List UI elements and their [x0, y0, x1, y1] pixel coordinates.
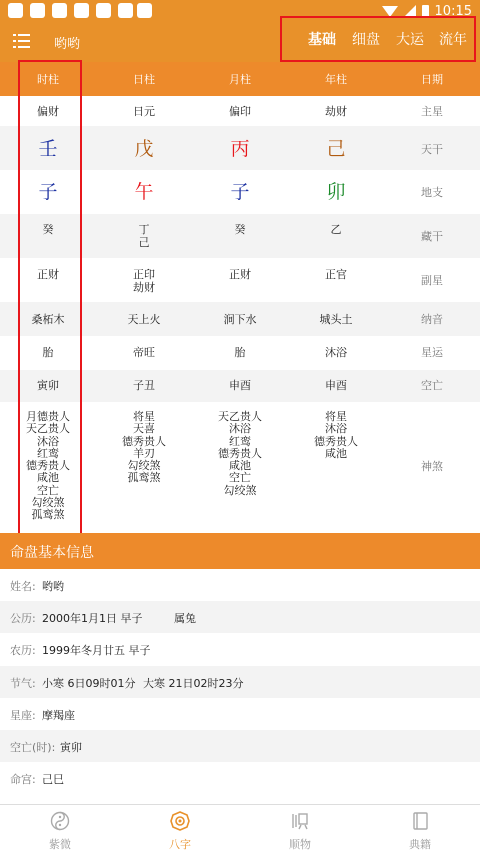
table-cell: 天上火	[127, 313, 161, 326]
header-date: 日期	[421, 73, 443, 86]
branch-char: 卯	[326, 181, 346, 203]
nav-label: 典籍	[409, 838, 431, 851]
notification-icon	[96, 3, 111, 18]
table-cell: 偏财	[37, 105, 59, 118]
table-row	[0, 336, 480, 370]
nav-ziwei[interactable]	[0, 805, 120, 855]
stem-char: 丙	[230, 138, 250, 160]
notification-icon	[118, 3, 133, 18]
info-row	[0, 762, 480, 794]
row-label: 主星	[421, 105, 443, 118]
nav-label: 紫微	[49, 838, 71, 851]
tab-bar	[280, 16, 476, 62]
stem-char: 己	[326, 138, 346, 160]
status-time: 10:15	[434, 3, 472, 19]
info-row	[0, 601, 480, 633]
table-cell: 将星 沐浴 德秀贵人 咸池	[314, 410, 358, 460]
info-key: 空亡(时):	[10, 741, 56, 754]
section-title: 命盘基本信息	[10, 545, 94, 561]
info-row	[0, 730, 480, 762]
table-cell: 桑柘木	[31, 313, 65, 326]
bagua-icon	[170, 811, 190, 831]
info-value: 小寒 6日09时01分	[42, 677, 136, 690]
header-day-pillar: 日柱	[133, 73, 155, 86]
table-cell: 沐浴	[325, 346, 347, 359]
info-value: 1999年冬月廿五 早子	[42, 644, 151, 657]
info-value: 哟哟	[42, 580, 64, 593]
table-cell: 正官	[325, 268, 347, 281]
row-label: 藏干	[421, 230, 443, 243]
header-hour-pillar: 时柱	[37, 73, 59, 86]
info-row	[0, 569, 480, 601]
info-extra: 大寒 21日02时23分	[143, 677, 244, 690]
table-row	[0, 96, 480, 126]
tab-dayun[interactable]: 大运	[396, 32, 424, 48]
table-row	[0, 170, 480, 214]
info-extra: 属兔	[174, 612, 196, 625]
table-cell: 胎	[42, 346, 54, 359]
yinyang-icon	[50, 811, 70, 831]
table-row	[0, 214, 480, 258]
info-value: 寅卯	[60, 741, 82, 754]
row-label: 天干	[421, 143, 443, 156]
table-row	[0, 258, 480, 302]
branch-char: 子	[230, 181, 250, 203]
table-row	[0, 126, 480, 170]
section-header	[0, 533, 480, 569]
nav-shunwu[interactable]	[240, 805, 360, 855]
table-cell: 城头土	[319, 313, 353, 326]
table-cell: 将星 天喜 德秀贵人 羊刃 勾绞煞 孤鸾煞	[122, 410, 166, 485]
table-cell: 胎	[234, 346, 246, 359]
row-label: 副星	[421, 274, 443, 287]
info-key: 姓名:	[10, 580, 36, 593]
table-cell: 正财	[229, 268, 251, 281]
table-header	[0, 62, 480, 96]
tab-detail[interactable]: 细盘	[352, 32, 380, 48]
info-key: 节气:	[10, 677, 36, 690]
table-cell: 天乙贵人 沐浴 红鸾 德秀贵人 咸池 空亡 勾绞煞	[218, 410, 262, 497]
info-value: 2000年1月1日 早子	[42, 612, 143, 625]
wifi-icon	[382, 6, 398, 17]
table-cell: 日元	[133, 105, 155, 118]
nav-dianji[interactable]	[360, 805, 480, 855]
notification-icon	[137, 3, 152, 18]
table-cell: 劫财	[325, 105, 347, 118]
branch-char: 子	[38, 181, 58, 203]
app-bar	[0, 22, 480, 62]
page-title: 哟哟	[54, 37, 81, 52]
notification-icon	[8, 3, 23, 18]
table-cell: 帝旺	[133, 346, 155, 359]
nav-label: 顺物	[289, 838, 311, 851]
notification-icon	[52, 3, 67, 18]
row-label: 星运	[421, 346, 443, 359]
stem-char: 壬	[38, 138, 58, 160]
header-month-pillar: 月柱	[229, 73, 251, 86]
tab-liunian[interactable]: 流年	[439, 32, 467, 48]
table-cell: 申酉	[229, 379, 251, 392]
info-row	[0, 633, 480, 665]
table-cell: 寅卯	[37, 379, 59, 392]
table-cell: 偏印	[229, 105, 251, 118]
nav-label: 八字	[169, 838, 191, 851]
nav-bazi[interactable]	[120, 805, 240, 855]
book-icon	[410, 811, 430, 831]
tab-basic[interactable]: 基础	[308, 32, 336, 48]
table-cell: 正印 劫财	[133, 268, 155, 294]
row-label: 纳音	[421, 313, 443, 326]
notification-icon	[74, 3, 89, 18]
table-row	[0, 402, 480, 533]
info-row	[0, 666, 480, 698]
info-key: 农历:	[10, 644, 36, 657]
table-cell: 涧下水	[223, 313, 257, 326]
shun-icon	[290, 811, 310, 831]
table-cell: 癸	[42, 223, 54, 236]
table-cell: 月德贵人 天乙贵人 沐浴 红鸾 德秀贵人 咸池 空亡 勾绞煞 孤鸾煞	[26, 410, 70, 522]
table-cell: 丁 己	[138, 223, 150, 249]
table-cell: 申酉	[325, 379, 347, 392]
table-cell: 子丑	[133, 379, 155, 392]
table-row	[0, 370, 480, 402]
info-value: 己巳	[42, 773, 64, 786]
info-key: 命宫:	[10, 773, 36, 786]
table-row	[0, 302, 480, 336]
menu-icon[interactable]	[13, 31, 33, 51]
bottom-nav	[0, 804, 480, 855]
info-value: 摩羯座	[42, 709, 75, 722]
info-key: 星座:	[10, 709, 36, 722]
row-label: 地支	[421, 186, 443, 199]
row-label: 神煞	[421, 460, 443, 473]
table-cell: 癸	[234, 223, 246, 236]
stem-char: 戊	[134, 138, 154, 160]
table-cell: 正财	[37, 268, 59, 281]
info-key: 公历:	[10, 612, 36, 625]
row-label: 空亡	[421, 379, 443, 392]
header-year-pillar: 年柱	[325, 73, 347, 86]
table-cell: 乙	[330, 223, 342, 236]
info-row	[0, 698, 480, 730]
notification-icon	[30, 3, 45, 18]
branch-char: 午	[134, 181, 154, 203]
